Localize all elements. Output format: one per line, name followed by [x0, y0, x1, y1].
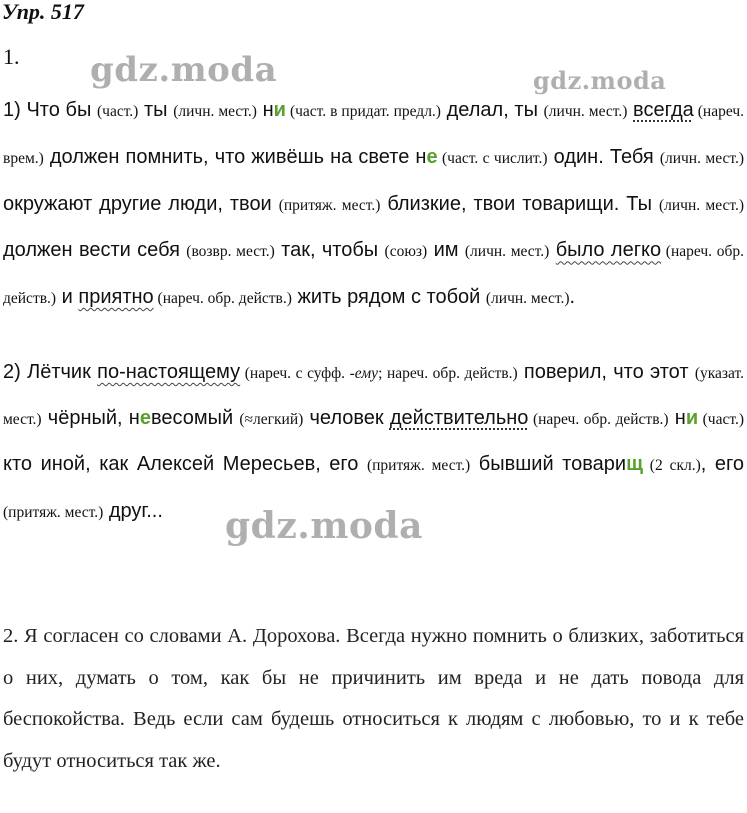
text: чёрный, н [41, 407, 140, 430]
text: поверил, что этот [517, 361, 695, 383]
highlighted-letter: щ [626, 453, 643, 476]
grammar-note: (личн. мест.) [543, 103, 628, 120]
text: жить рядом с тобой [291, 286, 486, 309]
text: 1) Что бы [3, 99, 97, 121]
text: . [569, 286, 576, 309]
grammar-note: (2 скл.) [642, 457, 701, 475]
grammar-note: (личн. мест.) [464, 243, 550, 261]
watermark: gdz.moda [90, 50, 278, 90]
text: так, чтобы [274, 239, 385, 262]
grammar-note: (част.) [698, 411, 744, 429]
text: должен помнить, что живёшь на свете н [43, 145, 427, 168]
text: весомый [150, 407, 240, 430]
underlined-word: по-настоящему [97, 361, 241, 383]
underlined-word: было легко [555, 239, 662, 262]
grammar-note: (нареч. обр. действ.) [3, 243, 744, 308]
grammar-note: (нареч. обр. действ.) [528, 411, 669, 429]
text: должен вести себя [3, 239, 187, 262]
text: друг... [103, 499, 163, 522]
grammar-note: (нареч. врем.) [3, 103, 744, 167]
highlighted-letter: и [273, 99, 286, 121]
grammar-note: (притяж. мест.) [278, 196, 381, 214]
highlighted-letter: и [685, 407, 699, 430]
text: бывший товари [470, 453, 627, 476]
text: им [427, 239, 465, 262]
underlined-word: действительно [389, 407, 529, 430]
text: один. Тебя [547, 145, 660, 168]
text: , его [700, 453, 744, 476]
paragraph-3: 2. Я согласен со словами А. Дорохова. Всегда нужно помнить о близких, заботиться о них, думать о том, как бы не причинить им вреда и не дать повода для беспокойства. Ведь если сам будешь относиться к людям с любовью, то и к тебе будут относиться так же. [3, 625, 744, 772]
grammar-note: ; нареч. обр. действ.) [378, 365, 518, 382]
grammar-note: (нареч. с суфф. [240, 365, 350, 382]
underlined-word: приятно [78, 286, 154, 309]
paragraph-1 [3, 88, 744, 322]
highlighted-letter: е [426, 145, 438, 168]
grammar-note: (част. в придат. предл.) [285, 103, 441, 120]
text: кто иной, как Алексей Мересьев, его [3, 453, 367, 476]
section-1-number: 1. [3, 44, 20, 69]
text: окружают другие люди, твои [3, 192, 279, 215]
text: н [668, 407, 686, 430]
grammar-note: (личн. мест.) [485, 290, 570, 308]
text: ты [138, 99, 174, 121]
grammar-note: (личн. мест.) [658, 196, 744, 214]
underlined-word: всегда [633, 99, 694, 121]
grammar-note: (притяж. мест.) [3, 503, 104, 521]
grammar-note: (личн. мест.) [173, 103, 257, 120]
grammar-note: (возвр. мест.) [186, 243, 275, 261]
text: н [256, 99, 274, 121]
text: близкие, твои товарищи. Ты [380, 192, 659, 215]
watermark: gdz.moda [225, 505, 423, 547]
highlighted-letter: е [139, 407, 151, 430]
text: человек [303, 407, 390, 430]
grammar-note: (≈легкий) [239, 411, 304, 429]
grammar-note: (част.) [96, 103, 139, 120]
text: 2) Лётчик [3, 361, 98, 383]
grammar-note: (указат. мест.) [3, 365, 744, 429]
grammar-note: (притяж. мест.) [366, 457, 471, 475]
text: и [56, 286, 79, 309]
grammar-note: (нареч. обр. действ.) [153, 290, 292, 308]
watermark: gdz.moda [533, 66, 667, 95]
exercise-title: Упр. 517 [2, 0, 84, 24]
suffix-italic: -ему [349, 365, 379, 382]
grammar-note: (част. с числит.) [437, 149, 548, 167]
grammar-note: (личн. мест.) [659, 149, 744, 167]
grammar-note: (союз) [384, 243, 428, 261]
text: делал, ты [440, 99, 544, 121]
grammar-note [350, 365, 378, 382]
